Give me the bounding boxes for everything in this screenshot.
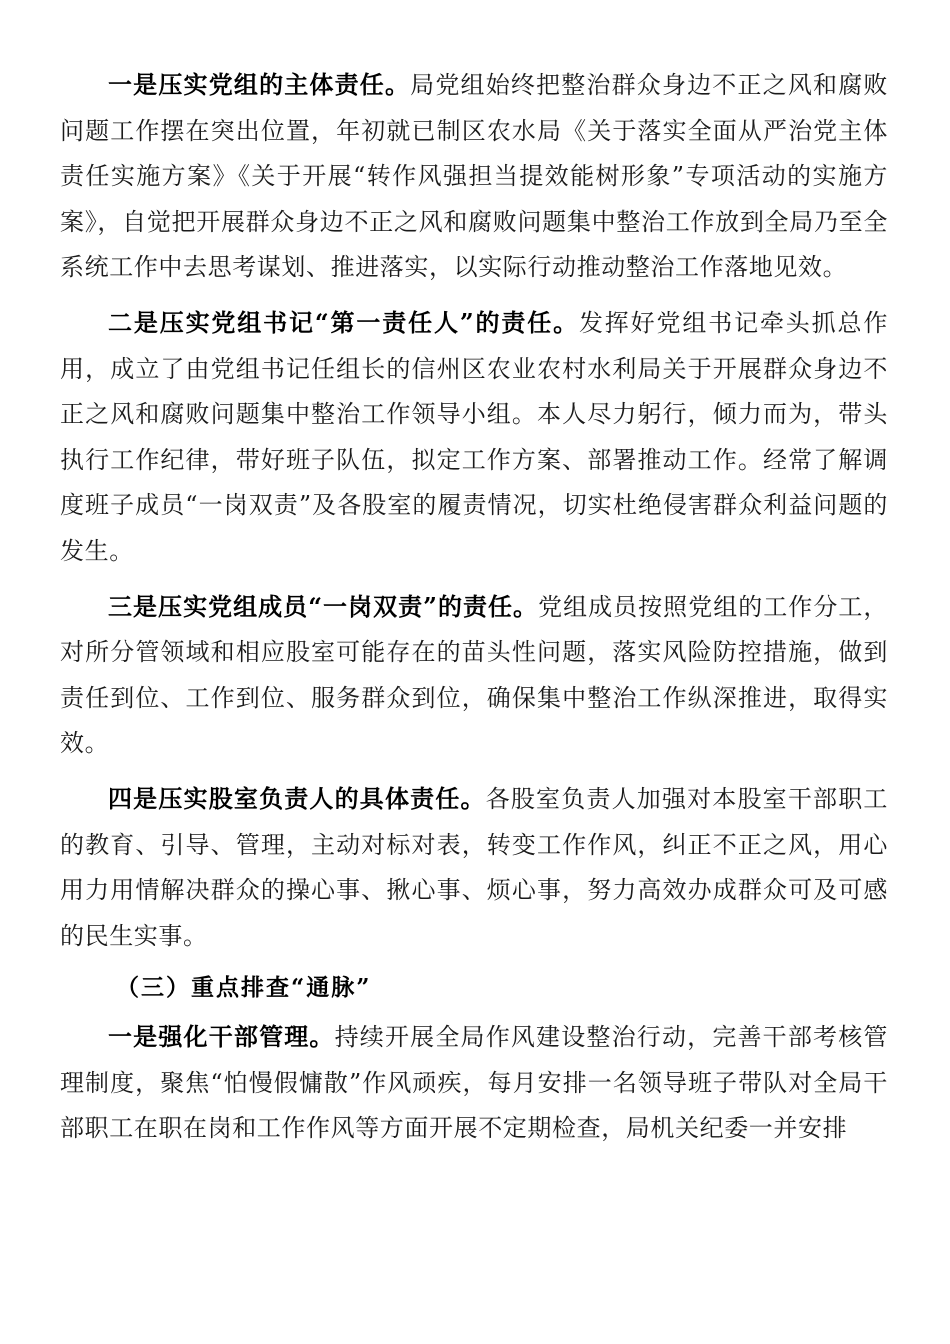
paragraph-body: 各股室负责人加强对本股室干部职工的教育、引导、管理，主动对标对表，转变工作作风，纠正不正之风，用心用力用情解决群众的操心事、揪心事、烦心事，努力高效办成群众可及可感的民生实事。 [60,784,888,950]
paragraph-body: 持续开展全局作风建设整治行动，完善干部考核管理制度，聚焦“怕慢假慵散”作风顽疾，每月安排一名领导班子带队对全局干部职工在职在岗和工作作风等方面开展不定期检查，局机关纪委一并安排 [60,1023,888,1143]
document-page [60,62,888,1161]
paragraph-lead: 一是压实党组的主体责任。 [108,70,411,99]
paragraph-lead: 一是强化干部管理。 [108,1022,335,1052]
paragraph-secretary-responsibility [60,300,888,575]
paragraph-cadre-management [60,1014,888,1152]
paragraph-body: 发挥好党组书记牵头抓总作用，成立了由党组书记任组长的信州区农业农村水利局关于开展群众身边不正之风和腐败问题集中整治工作领导小组。本人尽力躬行，倾力而为，带头执行工作纪律，带好班子队伍，拟定工作方案、部署推动工作。经常了解调度班子成员“一岗双责”及各股室的履责情况，切实杜绝侵害群众利益问题的发生。 [60,308,888,565]
paragraph-lead: 四是压实股室负责人的具体责任。 [108,783,486,813]
paragraph-main-responsibility [60,62,888,291]
paragraph-lead: 二是压实党组书记“第一责任人”的责任。 [108,307,579,337]
paragraph-body: 局党组始终把整治群众身边不正之风和腐败问题工作摆在突出位置，年初就已制区农水局《关于落实全面从严治党主体责任实施方案》《关于开展“转作风强担当提效能树形象”专项活动的实施方案》，自觉把开展群众身边不正之风和腐败问题集中整治工作放到全局乃至全系统工作中去思考谋划、推进落实，以实际行动推动整治工作落地见效。 [60,71,888,282]
section-heading: （三）重点排查“通脉” [116,974,372,1002]
paragraph-lead: 三是压实党组成员“一岗双责”的责任。 [108,591,539,621]
paragraph-member-responsibility [60,584,888,767]
paragraph-body: 党组成员按照党组的工作分工，对所分管领域和相应股室可能存在的苗头性问题，落实风险防控措施，做到责任到位、工作到位、服务群众到位，确保集中整治工作纵深推进，取得实效。 [60,592,888,758]
paragraph-office-head-responsibility [60,776,888,959]
